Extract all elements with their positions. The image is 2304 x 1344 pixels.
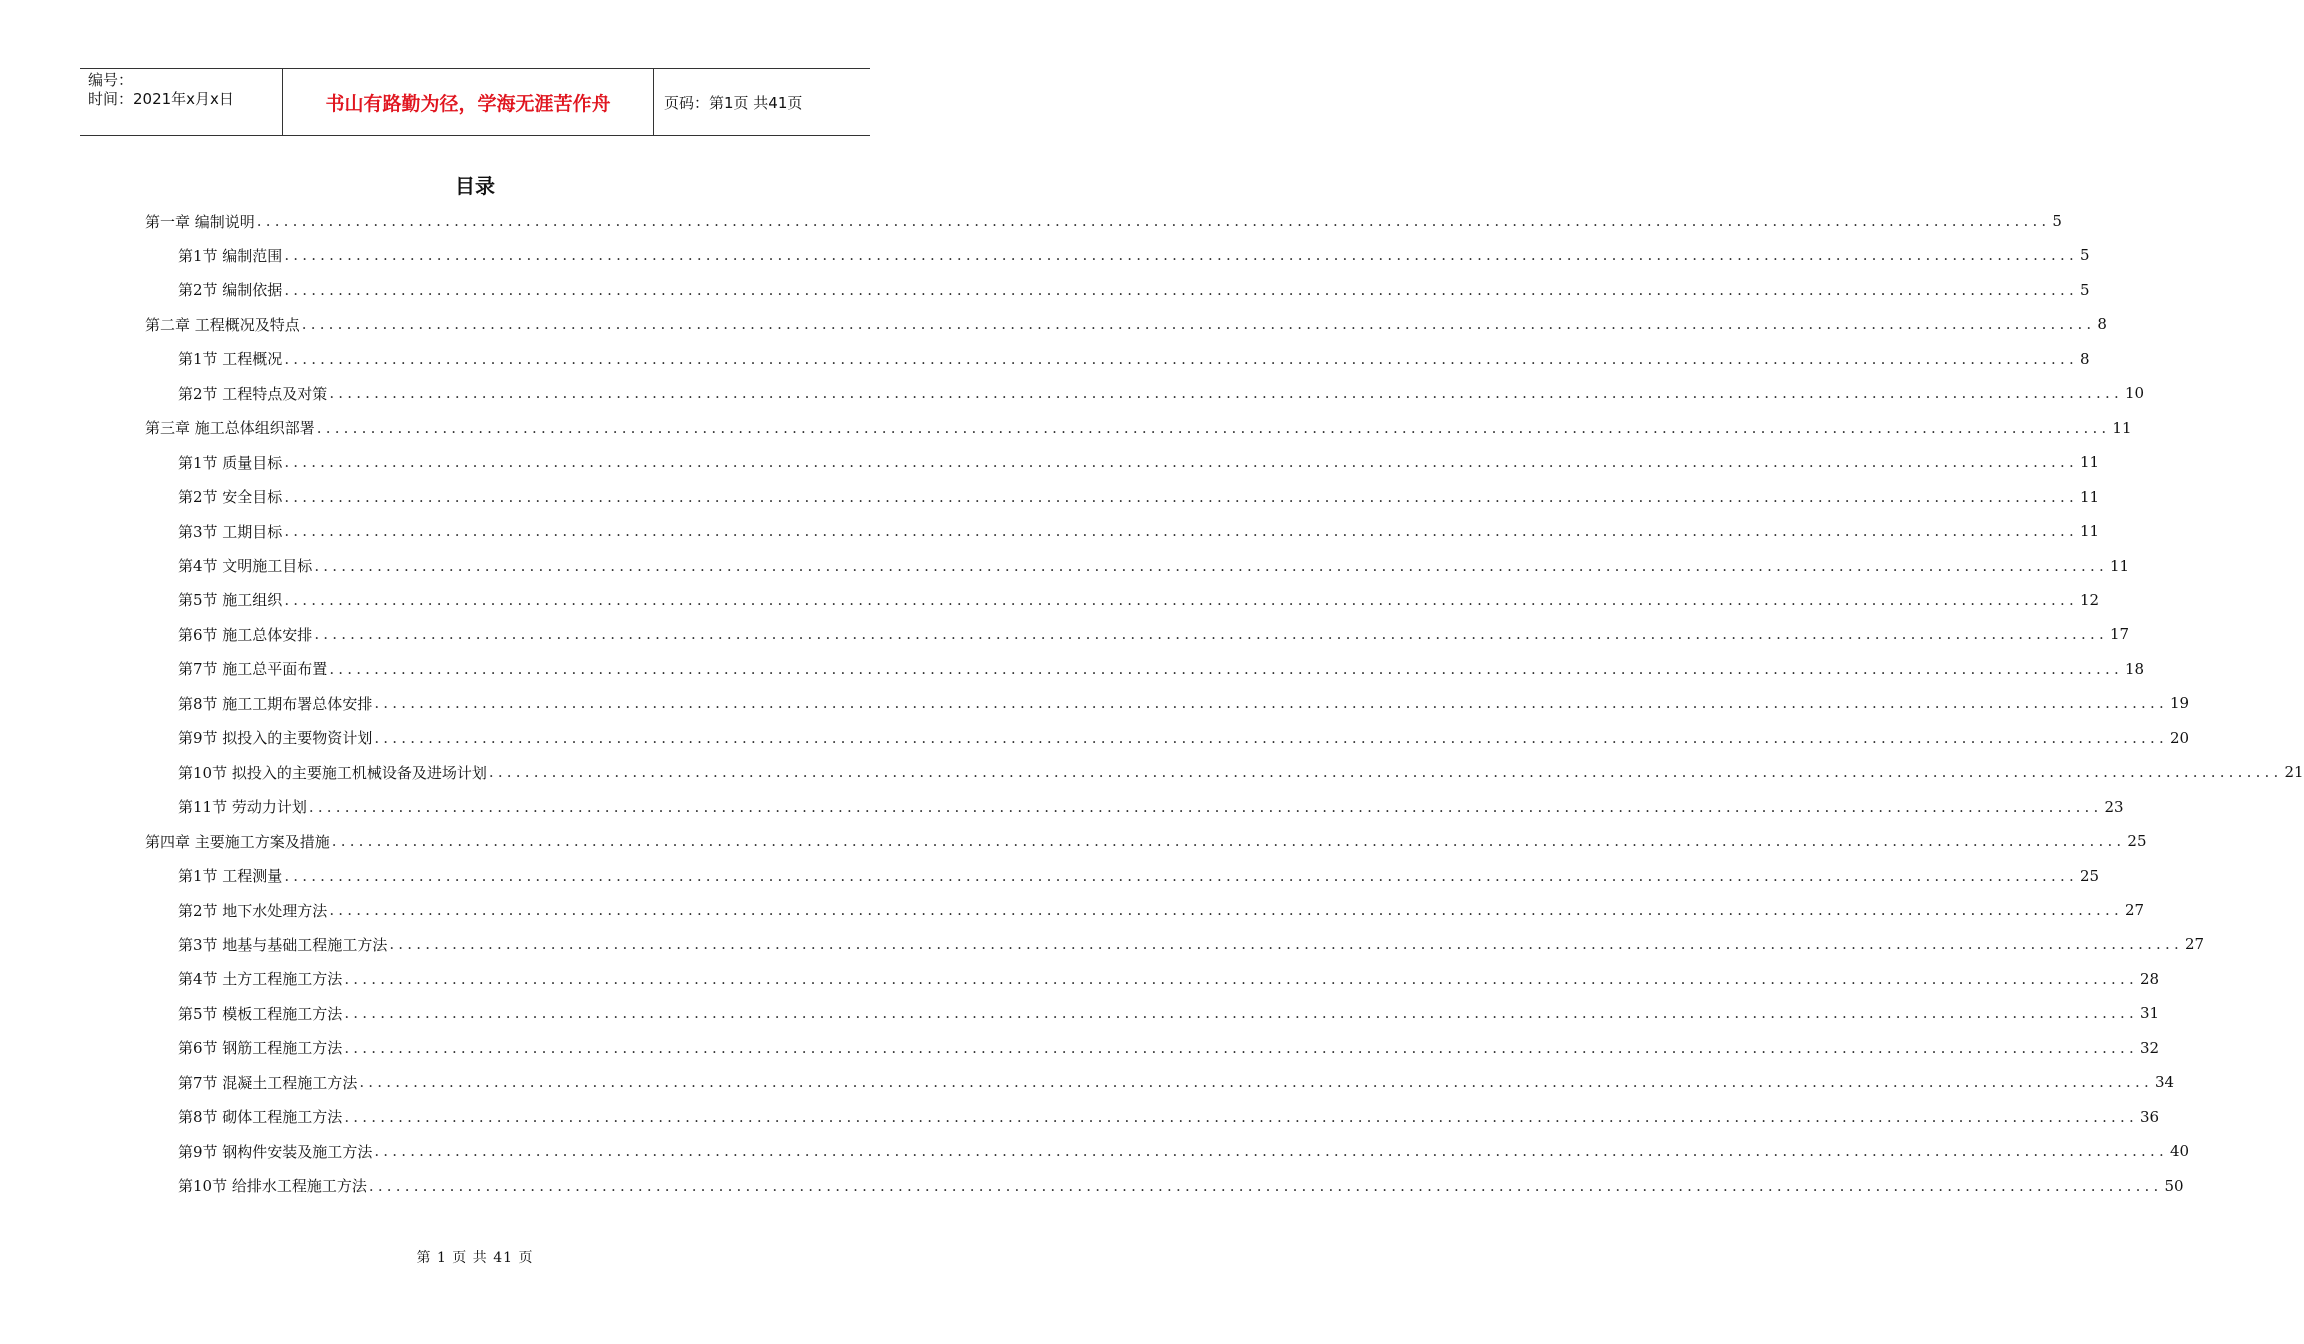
toc-dot-leader: ........................................................................................................................................................................................................ — [368, 1176, 2163, 1195]
toc-dot-leader: ........................................................................................................................................................................................................ — [359, 1073, 2153, 1092]
toc-section-entry[interactable] — [178, 996, 2160, 1030]
toc-dot-leader: ........................................................................................................................................................................................................ — [308, 797, 2103, 816]
toc-entry-page: 11 — [2079, 487, 2100, 506]
toc-entry-page: 11 — [2109, 556, 2130, 575]
toc-entry-title: 第10节 给排水工程施工方法 — [178, 1177, 367, 1196]
toc-entry-title: 第7节 混凝土工程施工方法 — [178, 1073, 358, 1092]
toc-dot-leader: ........................................................................................................................................................................................................ — [374, 728, 2168, 747]
toc-dot-leader: ........................................................................................................................................................................................................ — [329, 384, 2123, 403]
toc-chapter-entry[interactable] — [145, 307, 2107, 341]
header-motto: 书山有路勤为径，学海无涯苦作舟 — [282, 69, 654, 135]
toc-entry-title: 第1节 编制范围 — [178, 246, 283, 265]
toc-dot-leader: ........................................................................................................................................................................................................ — [284, 590, 2078, 609]
toc-entry-title: 第1节 工程测量 — [178, 867, 283, 886]
toc-dot-leader: ........................................................................................................................................................................................................ — [284, 487, 2078, 506]
toc-dot-leader: ........................................................................................................................................................................................................ — [284, 453, 2078, 472]
toc-entry-page: 36 — [2139, 1107, 2160, 1126]
document-date: 时间：2021年x月x日 — [88, 90, 234, 108]
toc-entry-title: 第6节 施工总体安排 — [178, 625, 313, 644]
toc-section-entry[interactable] — [178, 686, 2190, 720]
toc-entry-page: 11 — [2079, 522, 2100, 541]
toc-entry-page: 34 — [2154, 1073, 2175, 1092]
toc-section-entry[interactable] — [178, 514, 2100, 548]
toc-entry-page: 11 — [2079, 453, 2100, 472]
toc-section-entry[interactable] — [178, 790, 2124, 824]
toc-entry-title: 第3节 工期目标 — [178, 522, 283, 541]
toc-section-entry[interactable] — [178, 1065, 2175, 1099]
toc-entry-title: 第11节 劳动力计划 — [178, 798, 307, 817]
toc-entry-page: 11 — [2112, 418, 2132, 437]
toc-dot-leader: ........................................................................................................................................................................................................ — [329, 901, 2123, 919]
toc-section-entry[interactable] — [178, 927, 2205, 961]
toc-section-entry[interactable] — [178, 445, 2100, 479]
toc-entry-title: 第4节 文明施工目标 — [178, 557, 313, 575]
toc-entry-title: 第9节 拟投入的主要物资计划 — [178, 729, 373, 748]
toc-dot-leader: ........................................................................................................................................................................................................ — [331, 832, 2126, 851]
toc-entry-title: 第4节 土方工程施工方法 — [178, 970, 343, 989]
toc-section-entry[interactable] — [178, 549, 2130, 583]
toc-dot-leader: ........................................................................................................................................................................................................ — [284, 522, 2078, 541]
toc-entry-page: 5 — [2052, 212, 2062, 230]
toc-section-entry[interactable] — [178, 1031, 2160, 1065]
toc-dot-leader: ........................................................................................................................................................................................................ — [344, 969, 2138, 988]
toc-section-entry[interactable] — [178, 1169, 2184, 1203]
toc-section-entry[interactable] — [178, 376, 2145, 410]
toc-entry-page: 18 — [2124, 659, 2145, 678]
toc-entry-title: 第1节 质量目标 — [178, 453, 283, 472]
toc-entry-page: 17 — [2109, 625, 2130, 644]
toc-entry-title: 第5节 模板工程施工方法 — [178, 1004, 343, 1023]
page-footer: 第 1 页 共 41 页 — [416, 1250, 534, 1266]
toc-entry-title: 第5节 施工组织 — [178, 591, 283, 610]
toc-entry-title: 第6节 钢筋工程施工方法 — [178, 1039, 343, 1058]
toc-section-entry[interactable] — [178, 583, 2100, 617]
toc-entry-page: 40 — [2169, 1142, 2190, 1161]
toc-entry-page: 8 — [2097, 315, 2107, 334]
toc-dot-leader: ........................................................................................................................................................................................................ — [374, 694, 2168, 713]
toc-entry-page: 5 — [2079, 280, 2090, 299]
toc-entry-title: 第一章 编制说明 — [145, 212, 255, 231]
toc-section-entry[interactable] — [178, 893, 2145, 927]
toc-entry-page: 32 — [2139, 1038, 2160, 1057]
page-title: 目录 — [455, 174, 495, 198]
toc-section-entry[interactable] — [178, 1100, 2160, 1134]
toc-section-entry[interactable] — [178, 755, 2304, 789]
toc-entry-page: 25 — [2079, 866, 2100, 885]
toc-dot-leader: ........................................................................................................................................................................................................ — [256, 212, 2051, 230]
toc-section-entry[interactable] — [178, 480, 2100, 514]
toc-section-entry[interactable] — [178, 721, 2190, 755]
toc-entry-page: 21 — [2284, 763, 2304, 782]
toc-entry-page: 12 — [2079, 590, 2100, 609]
toc-dot-leader: ........................................................................................................................................................................................................ — [374, 1142, 2168, 1161]
toc-entry-title: 第7节 施工总平面布置 — [178, 660, 328, 679]
document-number-label: 编号： — [88, 71, 134, 89]
header-meta — [80, 69, 282, 135]
toc-dot-leader: ........................................................................................................................................................................................................ — [316, 418, 2111, 437]
toc-section-entry[interactable] — [178, 342, 2090, 376]
toc-section-entry[interactable] — [178, 962, 2160, 996]
toc-entry-page: 27 — [2184, 935, 2205, 954]
header-page-info: 页码：第1页 共41页 — [664, 93, 803, 112]
toc-section-entry[interactable] — [178, 617, 2130, 651]
toc-entry-page: 8 — [2079, 349, 2090, 368]
toc-dot-leader: ........................................................................................................................................................................................................ — [488, 763, 2283, 782]
toc-dot-leader: ........................................................................................................................................................................................................ — [301, 315, 2096, 334]
toc-dot-leader: ........................................................................................................................................................................................................ — [329, 659, 2123, 678]
toc-dot-leader: ........................................................................................................................................................................................................ — [314, 556, 2108, 575]
toc-entry-page: 20 — [2169, 728, 2190, 747]
toc-entry-page: 10 — [2124, 384, 2145, 403]
toc-entry-title: 第三章 施工总体组织部署 — [145, 419, 315, 438]
toc-dot-leader: ........................................................................................................................................................................................................ — [389, 935, 2183, 954]
toc-entry-title: 第3节 地基与基础工程施工方法 — [178, 935, 388, 954]
toc-dot-leader: ........................................................................................................................................................................................................ — [284, 246, 2078, 265]
toc-dot-leader: ........................................................................................................................................................................................................ — [314, 625, 2108, 644]
toc-entry-title: 第2节 地下水处理方法 — [178, 901, 328, 920]
toc-chapter-entry[interactable] — [145, 411, 2132, 445]
toc-entry-page: 31 — [2139, 1004, 2160, 1023]
toc-entry-title: 第9节 钢构件安装及施工方法 — [178, 1142, 373, 1161]
toc-entry-page: 5 — [2079, 246, 2090, 265]
toc-section-entry[interactable] — [178, 1134, 2190, 1168]
toc-entry-title: 第2节 工程特点及对策 — [178, 384, 328, 403]
toc-section-entry[interactable] — [178, 238, 2090, 272]
toc-section-entry[interactable] — [178, 273, 2090, 307]
toc-entry-title: 第8节 施工工期布署总体安排 — [178, 694, 373, 713]
toc-chapter-entry[interactable] — [145, 204, 2062, 238]
toc-dot-leader: ........................................................................................................................................................................................................ — [344, 1107, 2138, 1126]
toc-entry-page: 28 — [2139, 969, 2160, 988]
toc-entry-title: 第8节 砌体工程施工方法 — [178, 1108, 343, 1127]
toc-entry-page: 27 — [2124, 901, 2145, 919]
toc-entry-page: 23 — [2104, 797, 2124, 816]
toc-entry-page: 19 — [2169, 694, 2190, 713]
page-header — [80, 68, 870, 136]
toc-chapter-entry[interactable] — [145, 824, 2147, 858]
toc-section-entry[interactable] — [178, 859, 2100, 893]
toc-dot-leader: ........................................................................................................................................................................................................ — [344, 1004, 2138, 1023]
toc-section-entry[interactable] — [178, 652, 2145, 686]
toc-entry-title: 第2节 编制依据 — [178, 281, 283, 300]
toc-dot-leader: ........................................................................................................................................................................................................ — [284, 349, 2078, 368]
toc-dot-leader: ........................................................................................................................................................................................................ — [284, 280, 2078, 299]
toc-dot-leader: ........................................................................................................................................................................................................ — [344, 1038, 2138, 1057]
toc-entry-title: 第2节 安全目标 — [178, 488, 283, 507]
toc-entry-page: 50 — [2164, 1176, 2184, 1195]
toc-dot-leader: ........................................................................................................................................................................................................ — [284, 866, 2078, 885]
toc-entry-title: 第10节 拟投入的主要施工机械设备及进场计划 — [178, 763, 487, 782]
toc-entry-title: 第1节 工程概况 — [178, 350, 283, 369]
toc-entry-title: 第四章 主要施工方案及措施 — [145, 832, 330, 851]
toc-entry-title: 第二章 工程概况及特点 — [145, 315, 300, 334]
toc-entry-page: 25 — [2127, 832, 2147, 851]
